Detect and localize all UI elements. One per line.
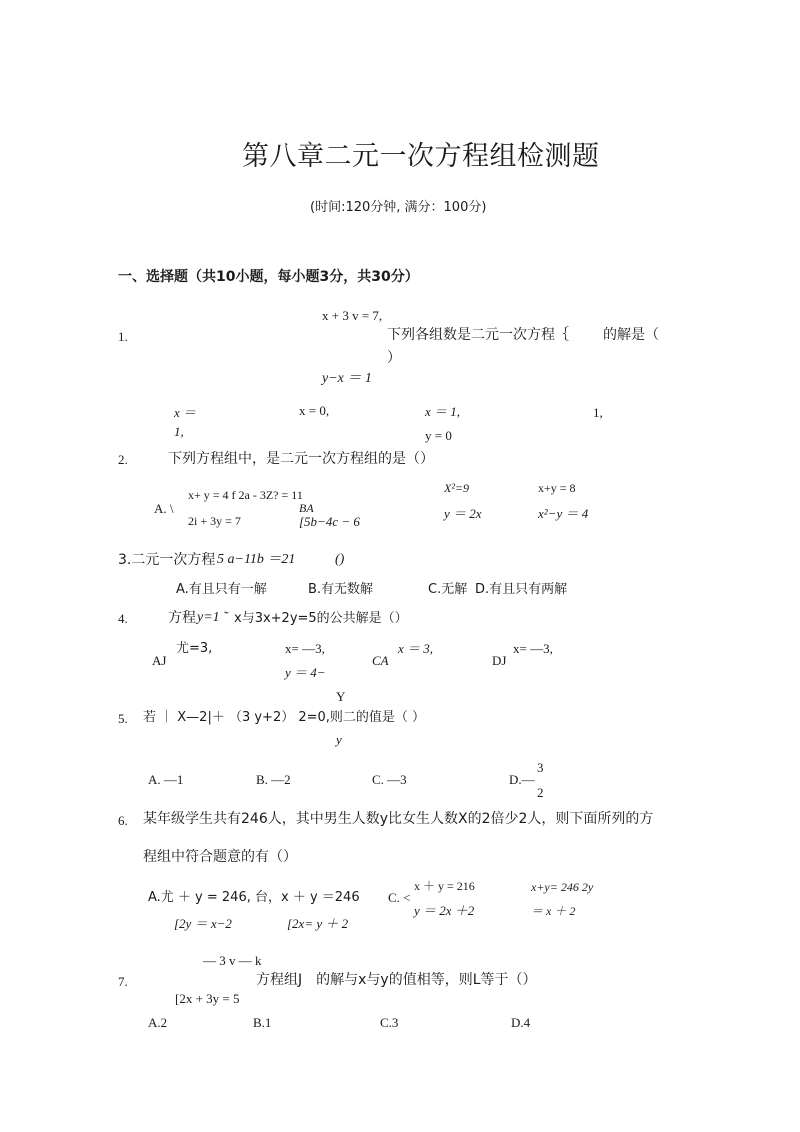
option-a: A.有且只有一解 — [176, 582, 267, 597]
question-stem-line1: 某年级学生共有246人，其中男生人数y比女生人数X的2倍少2人，则下面所列的方 — [143, 811, 654, 827]
equation-top: x + 3 v = 7, — [322, 308, 383, 323]
option-a-line1: A.尤 ＋ y = 246, 台，x ＋ y ＝246 — [148, 890, 360, 905]
option-b-line2: [2x= y ＋ 2 — [287, 916, 349, 931]
option-a-label: AJ — [152, 653, 167, 668]
question-stem-line2: 程组中符合题意的有（） — [143, 849, 297, 865]
option-b-line1: x = 0, — [299, 403, 330, 418]
option-d-line1: x+y = 8 — [538, 481, 576, 495]
option-a-line2: 1, — [174, 424, 184, 439]
option-d-denominator: 2 — [537, 785, 544, 800]
option-c: C.3 — [380, 1015, 399, 1030]
question-stem-close: ） — [387, 350, 401, 366]
option-d-line1: x+y= 246 2y — [531, 880, 594, 894]
option-a-value: 尤=3, — [176, 641, 213, 656]
option-c-line1: X²=9 — [444, 481, 470, 495]
option-c-label: CA — [372, 653, 389, 668]
option-b: B. —2 — [256, 772, 291, 787]
option-c-label: C. < — [388, 890, 411, 905]
option-a-line1: x ＝ — [174, 405, 197, 420]
question-equation: 5 a−11b ＝21 — [217, 552, 296, 567]
fraction-numerator: Y — [336, 689, 346, 704]
equation-bottom: [2x + 3y = 5 — [175, 991, 240, 1006]
option-d-numerator: 3 — [537, 760, 544, 775]
option-c-line2: y = 0 — [425, 428, 452, 443]
question-number: 2. — [118, 452, 128, 467]
question-number: 1. — [118, 329, 128, 344]
question-stem: 下列各组数是二元一次方程｛ — [387, 327, 569, 343]
option-c-value: x ＝ 3, — [398, 641, 434, 656]
option-a-line2: 2i + 3y = 7 — [188, 514, 241, 528]
question-stem-end: 的解是（ — [603, 327, 659, 343]
option-a-label: A. \ — [154, 501, 174, 516]
question-number: 4. — [118, 611, 128, 626]
answer-paren: () — [335, 552, 345, 567]
question-stem: 方程组J 的解与x与y的值相等，则L等于（） — [256, 972, 537, 988]
option-a-line2a: [2y ＝ x−2 — [174, 916, 232, 931]
option-b: B.有无数解 — [308, 582, 374, 597]
option-b-line1: BA — [299, 501, 314, 515]
option-d: D.— — [509, 772, 535, 787]
option-c-line2: y ＝ 2x ＋2 — [414, 903, 475, 918]
page-subtitle: (时间:120分钟, 满分：100分) — [310, 200, 487, 215]
option-b-line2: [5b−4c − 6 — [299, 514, 360, 529]
option-d-label: DJ — [492, 653, 507, 668]
option-c-line2: y ＝ 2x — [444, 506, 482, 521]
question-number: 7. — [118, 974, 128, 989]
page-title: 第八章二元一次方程组检测题 — [242, 141, 600, 172]
question-number: 6. — [118, 813, 128, 828]
option-a: A. —1 — [148, 772, 184, 787]
question-stem: 若 ｜ X—2|＋ （3 y+2） 2=0,则二的值是（ ） — [143, 710, 426, 725]
equation-bottom: y−x ＝ 1 — [322, 371, 372, 386]
option-b-line1: x= —3, — [285, 641, 325, 656]
option-d: D.4 — [511, 1015, 531, 1030]
option-a: A.2 — [148, 1015, 168, 1030]
question-stem: 下列方程组中，是二元一次方程组的是（） — [168, 451, 434, 467]
option-b-line2: y ＝ 4− — [285, 665, 326, 680]
fraction-denominator: y — [336, 732, 342, 747]
option-b: B.1 — [253, 1015, 272, 1030]
option-d-line2: ＝ x ＋ 2 — [531, 904, 576, 918]
option-c-line1: x ＝ 1, — [425, 404, 461, 419]
option-d-line1: 1, — [593, 405, 603, 420]
option-d-value: x= —3, — [513, 641, 553, 656]
equation-top: — 3 v — k — [203, 953, 262, 968]
section-heading: 一、选择题（共10小题，每小题3分，共30分） — [118, 269, 419, 285]
question-stem-eq: y=1 ˜ — [197, 610, 228, 625]
option-a-line1: x+ y = 4 f 2a - 3Z? = 11 — [188, 488, 303, 502]
question-stem: 3.二元一次方程 — [118, 552, 216, 568]
question-stem-pre: 方程 — [168, 610, 196, 626]
option-c: C. —3 — [372, 772, 407, 787]
option-c-line1: x ＋ y = 216 — [414, 879, 475, 893]
question-number: 5. — [118, 711, 128, 726]
question-stem-post: x与3x+2y=5的公共解是（） — [234, 611, 408, 626]
option-d-line2: x²−y ＝ 4 — [538, 506, 589, 521]
option-c: C.无解 — [428, 582, 468, 597]
option-d: D.有且只有两解 — [475, 582, 568, 597]
